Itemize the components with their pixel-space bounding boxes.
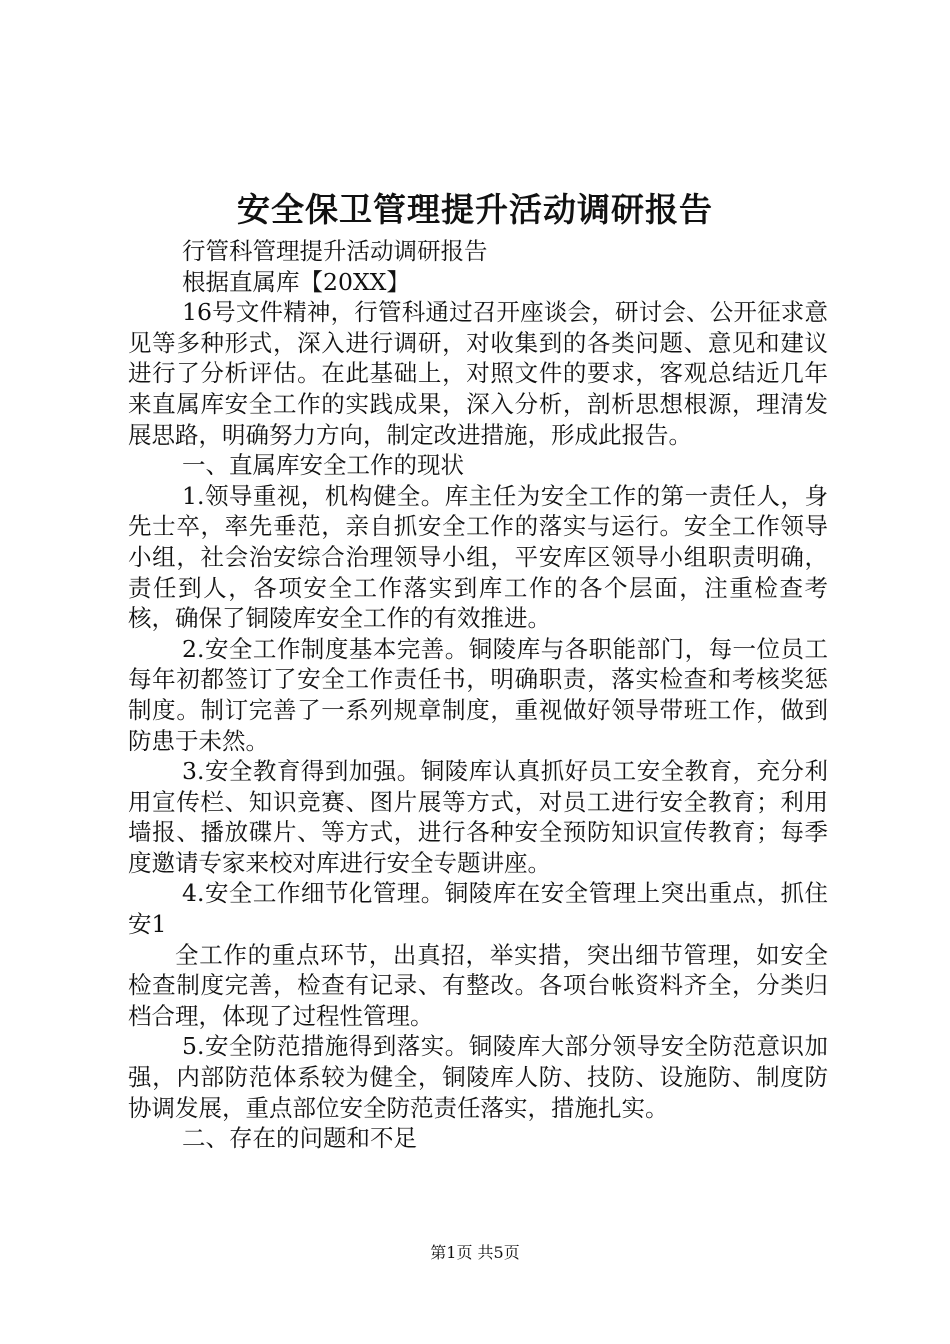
document-title: 安全保卫管理提升活动调研报告	[237, 190, 713, 229]
paragraph-item-3: 3.安全教育得到加强。铜陵库认真抓好员工安全教育，充分利用宣传栏、知识竞赛、图片展等方式，对员工进行安全教育；利用墙报、播放碟片、等方式，进行各种安全预防知识宣传教育；每季度邀请专家来校对库进行安全专题讲座。	[128, 757, 828, 877]
document-body	[128, 236, 828, 1154]
section-heading-problems: 二、存在的问题和不足	[182, 1124, 418, 1153]
paragraph-item-4: 4.安全工作细节化管理。铜陵库在安全管理上突出重点，抓住安1	[128, 879, 828, 939]
paragraph-basis: 根据直属库【20XX】	[182, 267, 410, 296]
section-heading-status: 一、直属库安全工作的现状	[182, 451, 465, 480]
page-footer: 第1页 共5页	[430, 1243, 520, 1262]
paragraph-intro: 16号文件精神，行管科通过召开座谈会，研讨会、公开征求意见等多种形式，深入进行调研，对收集到的各类问题、意见和建议进行了分析评估。在此基础上，对照文件的要求，客观总结近几年来直属库安全工作的实践成果，深入分析，剖析思想根源，理清发展思路，明确努力方向，制定改进措施，形成此报告。	[128, 298, 828, 449]
paragraph-subtitle: 行管科管理提升活动调研报告	[182, 237, 488, 265]
paragraph-item-5: 5.安全防范措施得到落实。铜陵库大部分领导安全防范意识加强，内部防范体系较为健全，铜陵库人防、技防、设施防、制度防协调发展，重点部位安全防范责任落实，措施扎实。	[128, 1032, 828, 1122]
paragraph-item-1: 1.领导重视，机构健全。库主任为安全工作的第一责任人，身先士卒，率先垂范，亲自抓安全工作的落实与运行。安全工作领导小组，社会治安综合治理领导小组，平安库区领导小组职责明确，责任到人，各项安全工作落实到库工作的各个层面，注重检查考核，确保了铜陵库安全工作的有效推进。	[128, 481, 828, 633]
paragraph-item-4-continued: 全工作的重点环节，出真招，举实措，突出细节管理，如安全检查制度完善，检查有记录、有整改。各项台帐资料齐全，分类归档合理，体现了过程性管理。	[128, 940, 828, 1030]
paragraph-item-2: 2.安全工作制度基本完善。铜陵库与各职能部门，每一位员工每年初都签订了安全工作责任书，明确职责，落实检查和考核奖惩制度。制订完善了一系列规章制度，重视做好领导带班工作，做到防患于未然。	[128, 634, 828, 755]
